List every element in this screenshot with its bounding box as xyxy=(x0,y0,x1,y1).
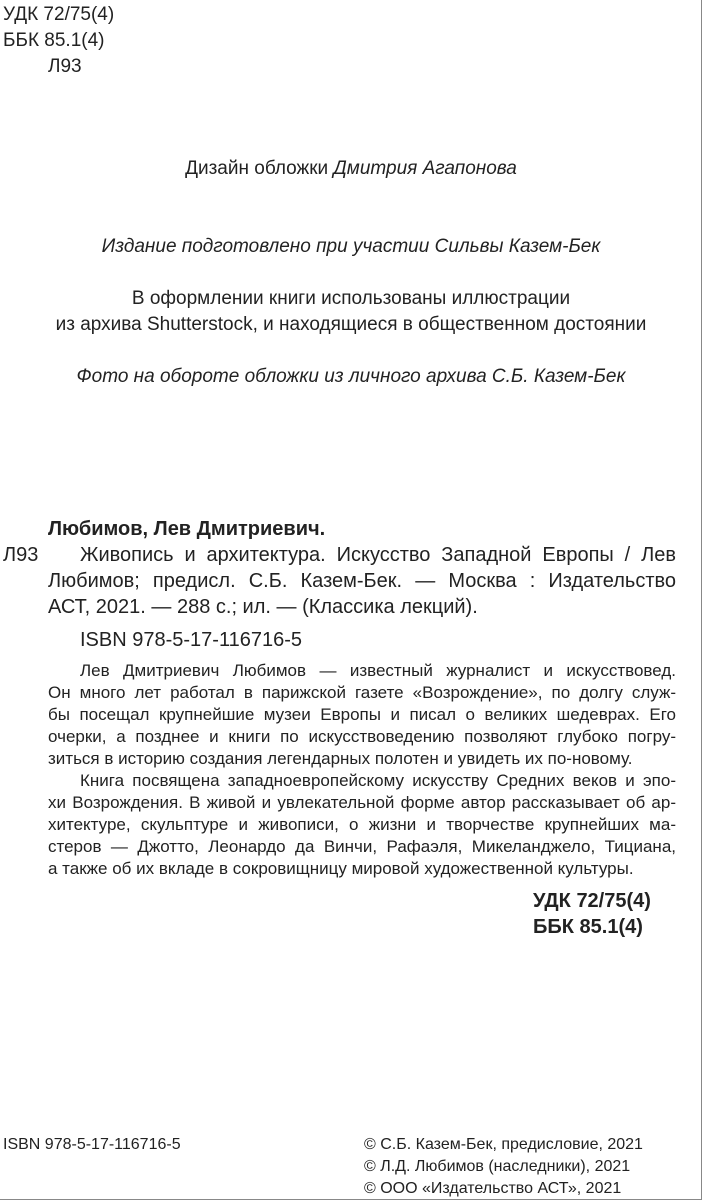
annotation-p2-line-1: Книга посвящена западноевропейскому искусству Средних веков и эпо- xyxy=(80,771,676,790)
illustrations-credit-line-1: В оформлении книги использованы иллюстрации xyxy=(131,288,571,309)
classification-bbk: ББК 85.1(4) xyxy=(533,916,643,938)
cover-designer-name: Дмитрия Агапонова xyxy=(333,158,517,179)
prepared-credit: Издание подготовлено при участии Сильвы Казем-Бек xyxy=(101,236,601,257)
annotation-p1-line-5: зиться в историю создания легендарных полотен и увидеть их по-новому. xyxy=(48,749,633,768)
photo-credit: Фото на обороте обложки из личного архива С.Б. Казем-Бек xyxy=(76,366,626,387)
annotation-p2-line-2: хи Возрождения. В живой и увлекательной форме автор рассказывает об ар- xyxy=(48,793,676,812)
classification-udk: УДК 72/75(4) xyxy=(533,890,651,912)
footer-isbn: ISBN 978-5-17-116716-5 xyxy=(3,1136,181,1153)
annotation-p1-line-3: бы посещал крупнейшие музеи Европы и писал о великих шедеврах. Его xyxy=(48,705,676,724)
header-bbk: ББК 85.1(4) xyxy=(3,30,105,51)
annotation-p2-line-4: стеров — Джотто, Леонардо да Винчи, Рафаэля, Микеланджело, Тициана, xyxy=(48,837,676,856)
bib-line-3: АСТ, 2021. — 288 с.; ил. — (Классика лекций). xyxy=(48,596,478,618)
bib-isbn: ISBN 978-5-17-116716-5 xyxy=(80,629,302,651)
header-udk: УДК 72/75(4) xyxy=(3,4,115,25)
header-code: Л93 xyxy=(48,56,82,77)
bib-line-2: Любимов; предисл. С.Б. Казем-Бек. — Москва : Издательство xyxy=(48,570,676,592)
bib-author: Любимов, Лев Дмитриевич. xyxy=(48,518,326,540)
illustrations-credit-line-2: из архива Shutterstock, и находящиеся в общественном достоянии xyxy=(55,314,647,335)
copyright-publisher: © ООО «Издательство АСТ», 2021 xyxy=(364,1180,622,1197)
annotation-p1-line-2: Он много лет работал в парижской газете «Возрождение», по долгу служ- xyxy=(48,683,676,702)
bib-line-1: Живопись и архитектура. Искусство Западной Европы / Лев xyxy=(80,544,676,566)
cover-design-credit xyxy=(0,156,702,181)
copyright-heirs: © Л.Д. Любимов (наследники), 2021 xyxy=(364,1158,631,1175)
cover-design-label: Дизайн обложки xyxy=(185,158,334,179)
copyright-preface: © С.Б. Казем-Бек, предисловие, 2021 xyxy=(364,1136,643,1153)
bib-code: Л93 xyxy=(3,544,39,566)
annotation-p2-line-3: хитектуре, скульптуре и живописи, о жизни и творчестве крупнейших ма- xyxy=(48,815,676,834)
annotation-p1-line-1: Лев Дмитриевич Любимов — известный журналист и искусствовед. xyxy=(80,661,676,680)
annotation-p2-line-5: а также об их вкладе в сокровищницу мировой художественной культуры. xyxy=(48,859,634,878)
annotation-p1-line-4: очерки, а позднее и книги по искусствоведению позволяют глубоко погру- xyxy=(48,727,676,746)
